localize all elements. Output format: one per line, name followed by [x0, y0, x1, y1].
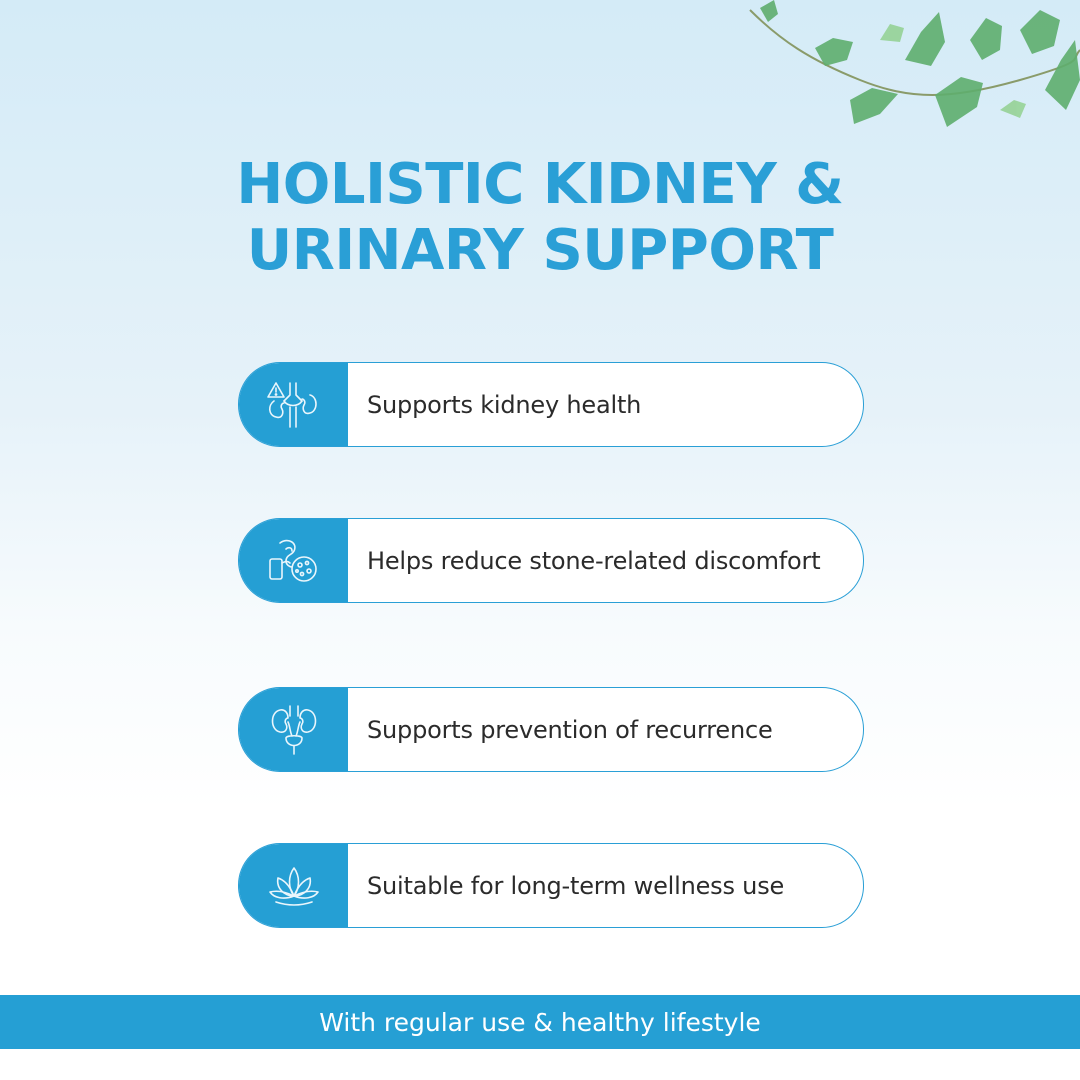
benefit-label: Suitable for long-term wellness use — [367, 871, 785, 900]
benefit-item-prevention — [238, 687, 864, 772]
benefit-label: Supports kidney health — [367, 390, 642, 419]
kidney-alert-icon — [266, 377, 322, 433]
footer-text: With regular use & healthy lifestyle — [319, 1007, 761, 1037]
benefit-item-long-term-wellness — [238, 843, 864, 928]
benefit-label: Helps reduce stone-related discomfort — [367, 546, 821, 575]
kidney-stone-icon — [266, 533, 322, 589]
benefit-item-kidney-health — [238, 362, 864, 447]
page-title-line-1: HOLISTIC KIDNEY & — [236, 152, 844, 217]
benefit-icon-box — [239, 844, 348, 927]
page-title — [0, 152, 1080, 284]
benefit-icon-box — [239, 688, 348, 771]
benefit-label: Supports prevention of recurrence — [367, 715, 773, 744]
benefit-item-stone-discomfort — [238, 518, 864, 603]
lotus-icon — [266, 858, 322, 914]
footer-banner — [0, 995, 1080, 1049]
page-title-line-2: URINARY SUPPORT — [246, 218, 834, 283]
ivy-leaves-decoration — [720, 0, 1080, 150]
benefit-icon-box — [239, 363, 348, 446]
benefit-icon-box — [239, 519, 348, 602]
urinary-system-icon — [266, 702, 322, 758]
